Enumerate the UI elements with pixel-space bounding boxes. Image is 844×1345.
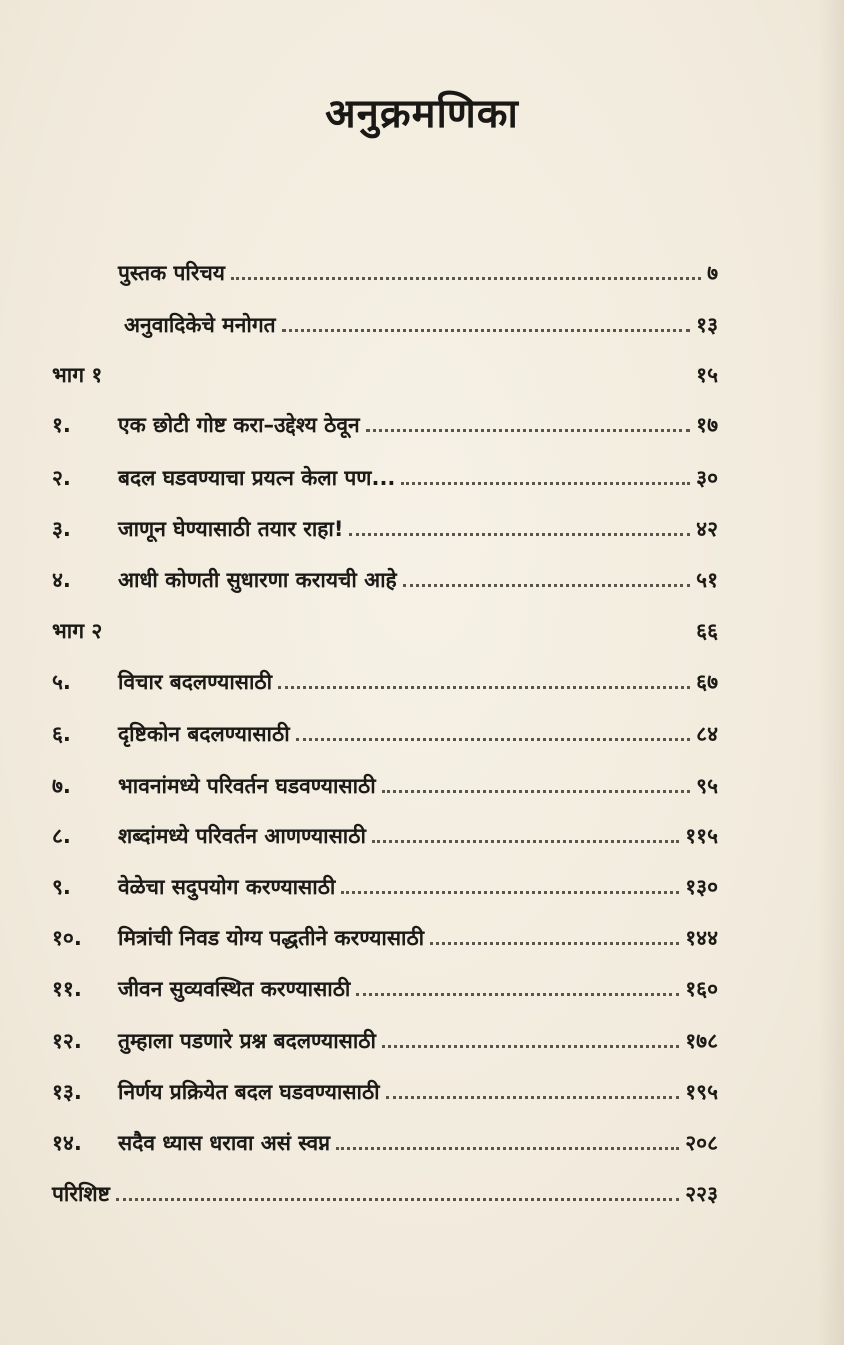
leader-dots (349, 533, 690, 536)
toc-entry-page-number: ९५ (696, 774, 718, 798)
leader-dots (430, 942, 679, 945)
toc-entry-number: १२. (52, 1029, 82, 1053)
toc-entry-label: पुस्तक परिचय (118, 261, 225, 285)
leader-dots (403, 584, 690, 587)
toc-entry-page-number: १७ (696, 413, 718, 437)
toc-entry-label: वेळेचा सदुपयोग करण्यासाठी (118, 875, 336, 899)
toc-entry (52, 866, 718, 900)
toc-entry (52, 252, 718, 286)
page-title: अनुक्रमणिका (325, 90, 519, 137)
leader-dots (341, 891, 679, 894)
toc-entry (52, 354, 718, 388)
toc-entry (52, 457, 718, 491)
leader-dots (296, 738, 691, 741)
toc-entry-label: आधी कोणती सुधारणा करायची आहे (118, 568, 397, 592)
toc-entry-label: अनुवादिकेचे मनोगत (124, 313, 276, 337)
toc-entry-number: ७. (52, 774, 71, 798)
toc-entry-number: ४. (52, 568, 71, 592)
toc-entry-label: तुम्हाला पडणारे प्रश्न बदलण्यासाठी (118, 1029, 376, 1053)
toc-entry-label: जाणून घेण्यासाठी तयार राहा! (118, 517, 344, 541)
toc-entry-label: सदैव ध्यास धरावा असं स्वप्न (118, 1131, 331, 1155)
toc-entry-number: २. (52, 466, 71, 490)
page-edge-shadow (818, 0, 844, 1345)
toc-entry-number: १. (52, 413, 71, 437)
leader-dots (401, 482, 690, 485)
toc-entry-label: एक छोटी गोष्ट करा–उद्देश्य ठेवून (118, 413, 360, 437)
toc-entry-page-number: १३० (685, 875, 718, 899)
toc-entry-label: परिशिष्ट (52, 1182, 110, 1206)
toc-entry-page-number: १३ (696, 313, 718, 337)
toc-entry-number: १३. (52, 1080, 82, 1104)
leader-dots (382, 790, 690, 793)
toc-entry (52, 815, 718, 849)
toc-entry-number: १४. (52, 1131, 82, 1155)
toc-entry-page-number: ११५ (685, 824, 718, 848)
leader-dots (231, 277, 701, 280)
toc-entry-page-number: ५१ (696, 568, 718, 592)
toc-entry-number: ८. (52, 824, 71, 848)
toc-entry (52, 661, 718, 695)
toc-entry (52, 765, 718, 799)
toc-entry-number: ५. (52, 670, 71, 694)
toc-entry-label: भाग २ (52, 619, 103, 643)
leader-dots (366, 429, 690, 432)
toc-entry-page-number: २२३ (685, 1182, 718, 1206)
toc-entry-label: निर्णय प्रक्रियेत बदल घडवण्यासाठी (118, 1080, 380, 1104)
toc-entry (52, 404, 718, 438)
leader-dots (278, 686, 690, 689)
leader-dots (382, 1045, 679, 1048)
toc-entry-page-number: ७ (707, 261, 718, 285)
toc-entry-page-number: १९५ (685, 1080, 718, 1104)
toc-entry (52, 1122, 718, 1156)
toc-entry-number: ९. (52, 875, 71, 899)
leader-dots (386, 1096, 680, 1099)
leader-dots (108, 635, 690, 638)
toc-entry-number: ६. (52, 722, 71, 746)
toc-entry (52, 1020, 718, 1054)
toc-entry (52, 1071, 718, 1105)
leader-dots (372, 840, 679, 843)
leader-dots (282, 329, 691, 332)
toc-entry-label: भावनांमध्ये परिवर्तन घडवण्यासाठी (118, 774, 376, 798)
toc-entry-page-number: २०८ (685, 1131, 718, 1155)
toc-entry-label: शब्दांमध्ये परिवर्तन आणण्यासाठी (118, 824, 366, 848)
toc-entry (52, 917, 718, 951)
toc-entry-label: दृष्टिकोन बदलण्यासाठी (118, 722, 290, 746)
toc-entry-page-number: ८४ (696, 722, 718, 746)
toc-entry-label: बदल घडवण्याचा प्रयत्न केला पण... (118, 466, 396, 490)
toc-entry (52, 610, 718, 644)
toc-entry (52, 968, 718, 1002)
toc-entry-label: जीवन सुव्यवस्थित करण्यासाठी (118, 977, 351, 1001)
toc-entry (52, 1173, 718, 1207)
toc-entry-page-number: १६० (685, 977, 718, 1001)
toc-entry (52, 304, 718, 338)
toc-entry (52, 713, 718, 747)
toc-entry (52, 559, 718, 593)
toc-entry-page-number: ६७ (696, 670, 718, 694)
toc-entry-page-number: ३० (696, 466, 718, 490)
toc-entry-page-number: १४४ (685, 926, 718, 950)
toc-entry-page-number: ६६ (696, 619, 718, 643)
toc-entry-number: ३. (52, 517, 71, 541)
toc-entry-page-number: १५ (696, 363, 718, 387)
toc-entry-label: भाग १ (52, 363, 103, 387)
toc-entry (52, 508, 718, 542)
toc-entry-label: मित्रांची निवड योग्य पद्धतीने करण्यासाठी (118, 926, 425, 950)
toc-entry-number: १०. (52, 926, 82, 950)
leader-dots (108, 379, 690, 382)
leader-dots (116, 1198, 679, 1201)
leader-dots (356, 993, 679, 996)
toc-entry-page-number: १७८ (685, 1029, 718, 1053)
toc-entry-page-number: ४२ (696, 517, 718, 541)
leader-dots (336, 1147, 679, 1150)
toc-entry-label: विचार बदलण्यासाठी (118, 670, 273, 694)
toc-entry-number: ११. (52, 977, 82, 1001)
